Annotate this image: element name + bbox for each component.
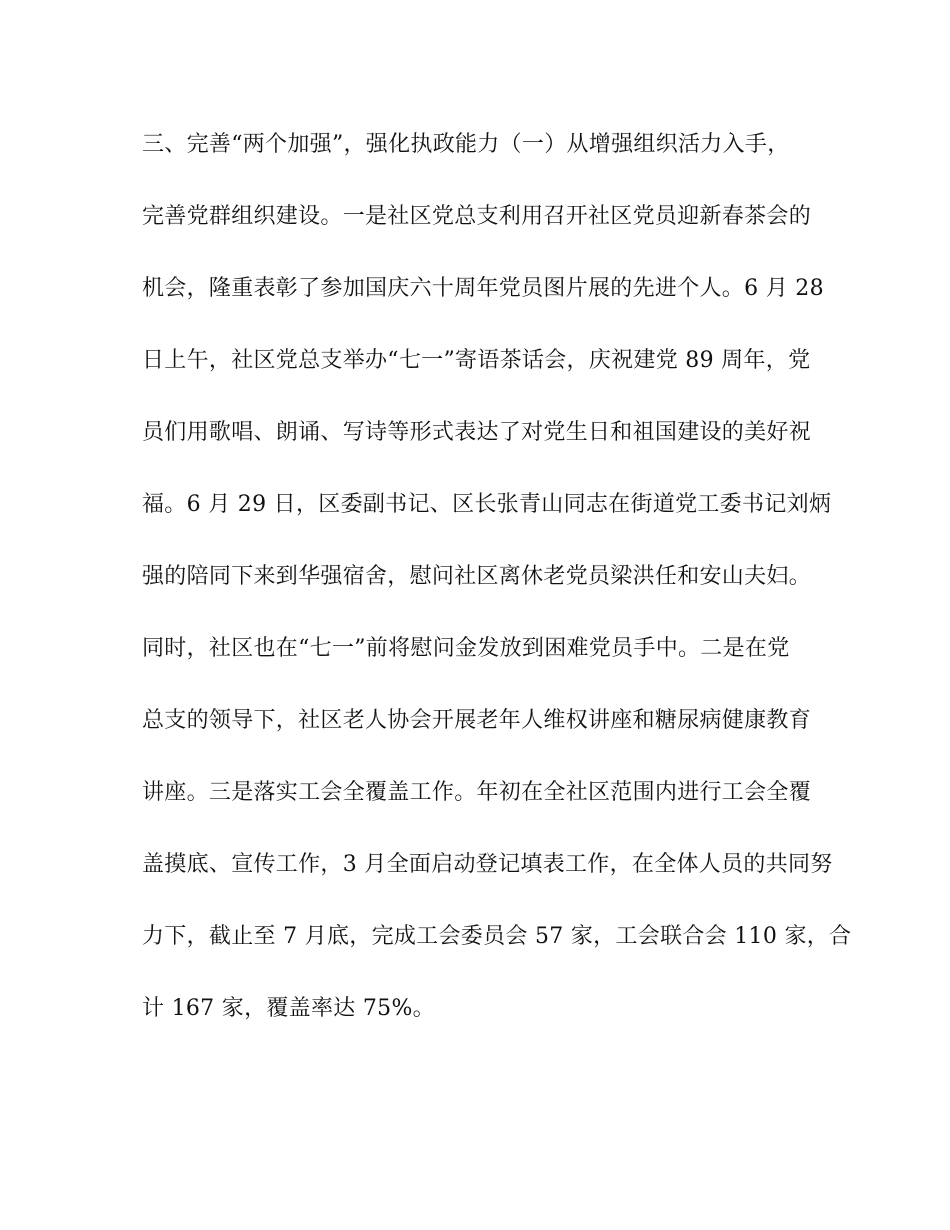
paragraph-line: 计 167 家，覆盖率达 75%。 — [142, 996, 435, 1021]
paragraph-line: 总支的领导下，社区老人协会开展老年人维权讲座和糖尿病健康教育 — [142, 708, 812, 733]
paragraph-line: 三、完善“两个加强”，强化执政能力（一）从增强组织活力入手， — [142, 132, 790, 157]
paragraph-line: 盖摸底、宣传工作，3 月全面启动登记填表工作，在全体人员的共同努 — [142, 852, 833, 877]
paragraph-line: 日上午，社区党总支举办“七一”寄语茶话会，庆祝建党 89 周年，党 — [142, 348, 811, 373]
paragraph-line: 完善党群组织建设。一是社区党总支利用召开社区党员迎新春茶会的 — [142, 204, 812, 229]
paragraph-line: 讲座。三是落实工会全覆盖工作。年初在全社区范围内进行工会全覆 — [142, 780, 812, 805]
paragraph-line: 员们用歌唱、朗诵、写诗等形式表达了对党生日和祖国建设的美好祝 — [142, 420, 812, 445]
paragraph-line: 机会，隆重表彰了参加国庆六十周年党员图片展的先进个人。6 月 28 — [142, 276, 824, 301]
paragraph-line: 同时，社区也在“七一”前将慰问金发放到困难党员手中。二是在党 — [142, 636, 790, 661]
paragraph-line: 强的陪同下来到华强宿舍，慰问社区离休老党员梁洪任和安山夫妇。 — [142, 564, 812, 589]
paragraph-line: 力下，截止至 7 月底，完成工会委员会 57 家，工会联合会 110 家，合 — [142, 924, 852, 949]
paragraph-line: 福。6 月 29 日，区委副书记、区长张青山同志在街道党工委书记刘炳 — [142, 492, 832, 517]
